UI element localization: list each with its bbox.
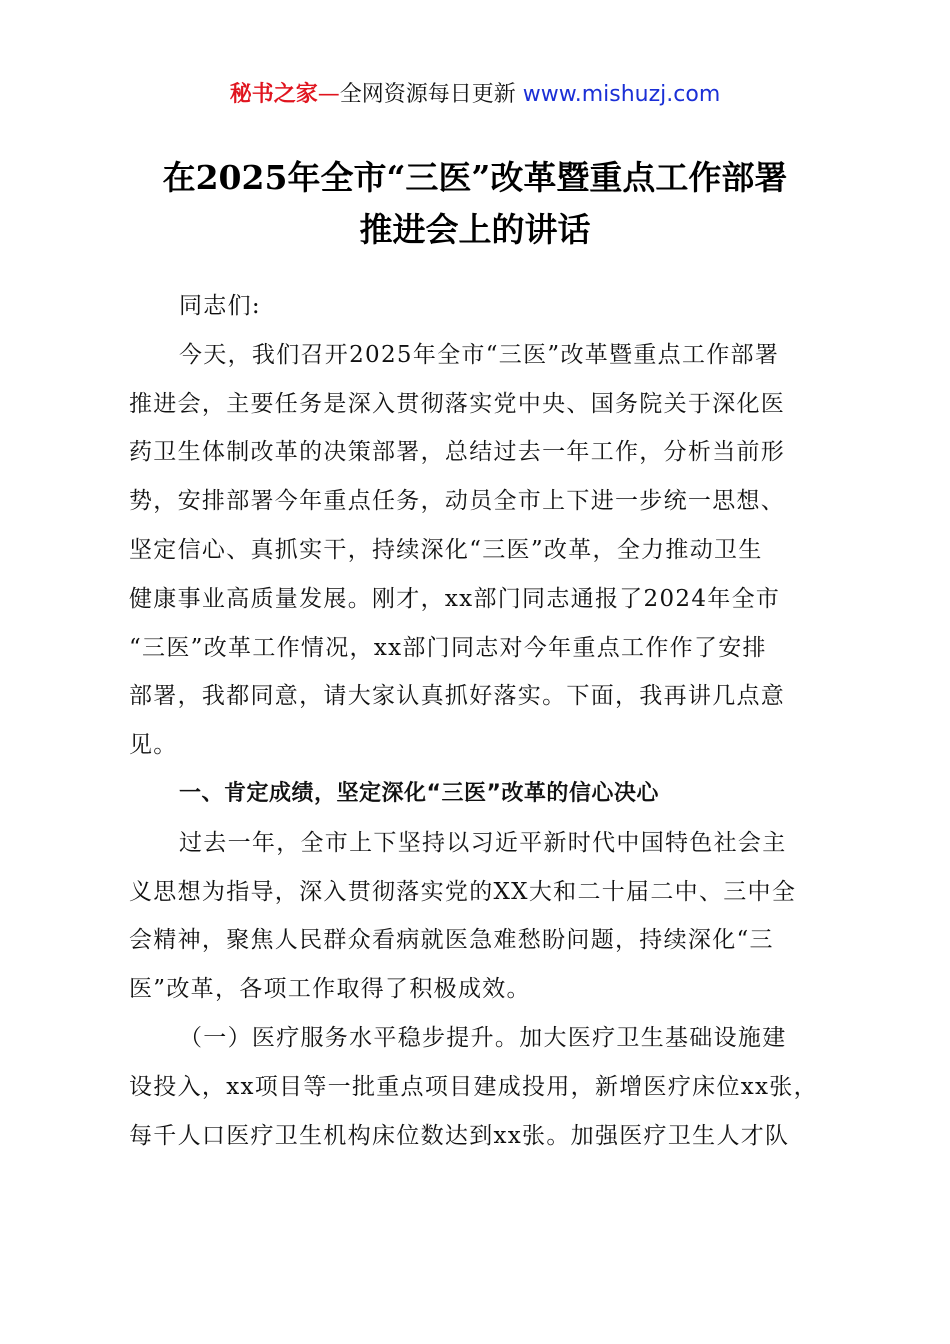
paragraph-line: 义思想为指导，深入贯彻落实党的XX大和二十届二中、三中全 <box>129 878 797 905</box>
paragraph-line: 见。 <box>129 732 178 759</box>
paragraph-line: 过去一年，全市上下坚持以习近平新时代中国特色社会主 <box>179 829 787 856</box>
paragraph-line: 每千人口医疗卫生机构床位数达到xx张。加强医疗卫生人才队 <box>129 1122 790 1149</box>
site-url-link[interactable]: www.mishuzj.com <box>522 82 721 107</box>
site-brand: 秘书之家 <box>229 82 318 107</box>
paragraph-line: 健康事业高质量发展。刚才，xx部门同志通报了2024年全市 <box>129 585 781 612</box>
paragraph-line: “三医”改革工作情况，xx部门同志对今年重点工作作了安排 <box>129 634 767 661</box>
paragraph-line: 今天，我们召开2025年全市“三医”改革暨重点工作部署 <box>179 341 780 368</box>
paragraph-line: 药卫生体制改革的决策部署，总结过去一年工作，分析当前形 <box>129 439 786 466</box>
document-title <box>100 152 850 256</box>
paragraph-line: 坚定信心、真抓实干，持续深化“三医”改革，全力推动卫生 <box>129 536 763 563</box>
paragraph-line: 设投入，xx项目等一批重点项目建成投用，新增医疗床位xx张， <box>129 1073 818 1100</box>
title-line-1: 在2025年全市“三医”改革暨重点工作部署 <box>162 158 788 197</box>
section-heading: 一、肯定成绩，坚定深化“三医”改革的信心决心 <box>179 780 659 806</box>
site-tagline: 全网资源每日更新 <box>339 82 516 107</box>
paragraph-line: 部署，我都同意，请大家认真抓好落实。下面，我再讲几点意 <box>129 683 786 710</box>
salutation: 同志们: <box>179 293 261 319</box>
paragraph-line: 医”改革，各项工作取得了积极成效。 <box>129 976 531 1003</box>
header-dash: — <box>317 82 340 107</box>
subsection-line: （一）医疗服务水平稳步提升。加大医疗卫生基础设施建 <box>179 1024 787 1051</box>
paragraph-line: 会精神，聚焦人民群众看病就医急难愁盼问题，持续深化“三 <box>129 927 774 954</box>
document-body <box>129 282 829 1160</box>
paragraph-line: 推进会，主要任务是深入贯彻落实党中央、国务院关于深化医 <box>129 390 786 417</box>
site-header <box>0 80 950 110</box>
title-line-2: 推进会上的讲话 <box>359 210 591 249</box>
paragraph-line: 势，安排部署今年重点任务，动员全市上下进一步统一思想、 <box>129 488 786 515</box>
